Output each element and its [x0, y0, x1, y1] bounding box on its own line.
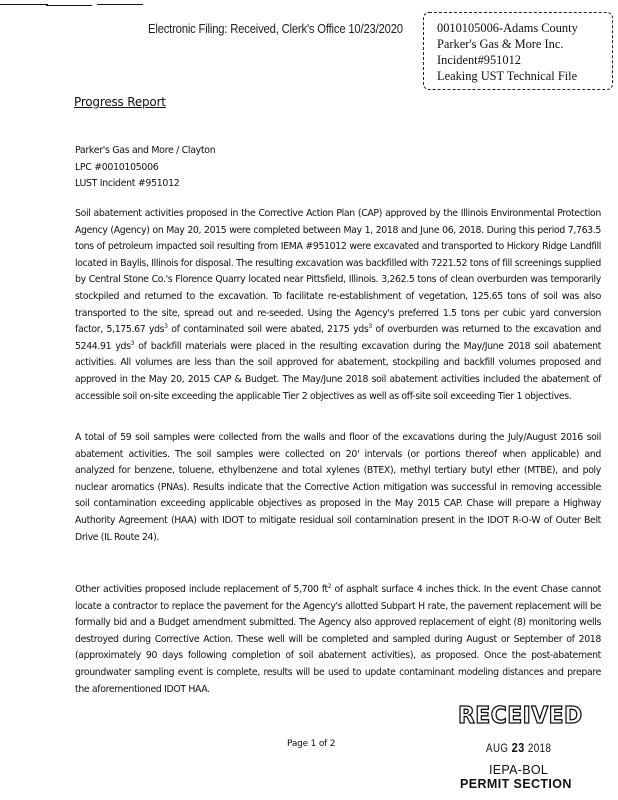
site-name: Parker's Gas and More / Clayton [75, 145, 216, 156]
received-stamp-department: IEPA-BOL [489, 763, 549, 777]
site-address-block [75, 143, 215, 193]
received-month: AUG [486, 743, 509, 755]
paragraph-soil-abatement [75, 206, 601, 405]
file-stamp-line: Incident#951012 [437, 53, 521, 67]
lpc-number: LPC #0010105006 [75, 161, 159, 173]
superscript: 3 [130, 339, 135, 347]
file-stamp-line: Leaking UST Technical File [437, 69, 578, 83]
paragraph-text: Other activities proposed include replacement of 5,700 ft [75, 584, 328, 595]
superscript: 3 [368, 323, 372, 331]
paragraph-text: of contaminated soil were abated, 2175 yds [167, 324, 369, 336]
scan-artifact-line [0, 4, 48, 5]
received-year: 2018 [527, 743, 552, 755]
received-stamp-date [486, 740, 551, 755]
efiling-banner: Electronic Filing: Received, Clerk's Office 10/23/2020 [148, 22, 403, 36]
paragraph-soil-samples [75, 430, 601, 546]
scan-artifact-line [97, 4, 143, 5]
file-stamp [437, 20, 578, 84]
paragraph-text: of overburden was returned to the excavation and 5244.91 yds [75, 324, 601, 352]
received-stamp-section: PERMIT SECTION [460, 777, 572, 791]
incident-number: LUST Incident #951012 [75, 178, 180, 189]
received-stamp-title: RECEIVED [458, 703, 583, 729]
page-number: Page 1 of 2 [287, 739, 336, 749]
superscript: 3 [164, 323, 168, 331]
document-title: Progress Report [74, 95, 166, 109]
paragraph-text: A total of 59 soil samples were collected from the walls and floor of the excavations during the July/August 2016 soil abatement activities. The soil samples were collected on 20' intervals (or portions thereof when applicable) and analyzed for benzene, toluene, ethylbenzene and total xylenes (BTEX), methyl tertiary butyl ether (MTBE), and poly nuclear aromatics (PNAs). Results indicate that the Corrective Action mitigation was successful in removing accessible soil contamination exceeding applicable objectives as proposed in the May 2015 CAP. Chase will prepare a Highway Authority Agreement (HAA) with IDOT to mitigate residual soil contamination present in the IDOT R-O-W of Outer Belt Drive (IL Route 24). [75, 432, 601, 543]
received-day: 23 [511, 740, 525, 755]
file-stamp-line: Parker's Gas & More Inc. [437, 37, 564, 51]
paragraph-other-activities [75, 582, 601, 698]
file-stamp-line: 0010105006-Adams County [437, 21, 578, 35]
paragraph-text: of asphalt surface 4 inches thick. In the event Chase cannot locate a contractor to replace the pavement for the Agency's allotted Subpart H rate, the pavement replacement will be formally bid and a Budget amendment submitted. The Agency also approved replacement of eight (8) monitoring wells destroyed during Corrective Action. These well will be completed and sampled during August or September of 2018 (approximately 90 days following completion of soil abatement activities), as proposed. Once the post-abatement groundwater sampling event is complete, results will be used to update contaminant modeling distances and prepare the aforementioned IDOT HAA. [75, 584, 601, 695]
scan-artifact-line [46, 5, 92, 6]
paragraph-text: of backfill materials were placed in the resulting excavation during the May/June 2018 soil abatement activities. All volumes are less than the soil approved for abatement, stockpiling and backfill volumes proposed and approved in the May 20, 2015 CAP & Budget. The May/June 2018 soil abatement activities included the abatement of accessible soil on-site exceeding the applicable Tier 2 objectives as well as off-site soil exceeding Tier 1 objectives. [75, 340, 601, 402]
paragraph-text: Soil abatement activities proposed in the Corrective Action Plan (CAP) approved by the Illinois Environmental Protection Agency (Agency) on May 20, 2015 were completed between May 1, 2018 and June 06, 2018. During this period 7,763.5 tons of petroleum impacted soil resulting from IEMA #951012 were excavated and transported to Hickory Ridge Landfill located in Baylis, Illinois for disposal. The resulting excavation was backfilled with 7221.52 tons of fill screenings supplied by Central Stone Co.'s Florence Quarry located near Pittsfield, Illinois. 3,262.5 tons of clean overburden was temporarily stockpiled and returned to the excavation. To facilitate re-establishment of vegetation, 125.65 tons of soil was also transported to the site, spread out and re-seeded. Using the Agency's preferred 1.5 tons per cubic yard conversion factor, 5,175.67 yds [75, 208, 601, 336]
superscript: 2 [327, 583, 332, 590]
